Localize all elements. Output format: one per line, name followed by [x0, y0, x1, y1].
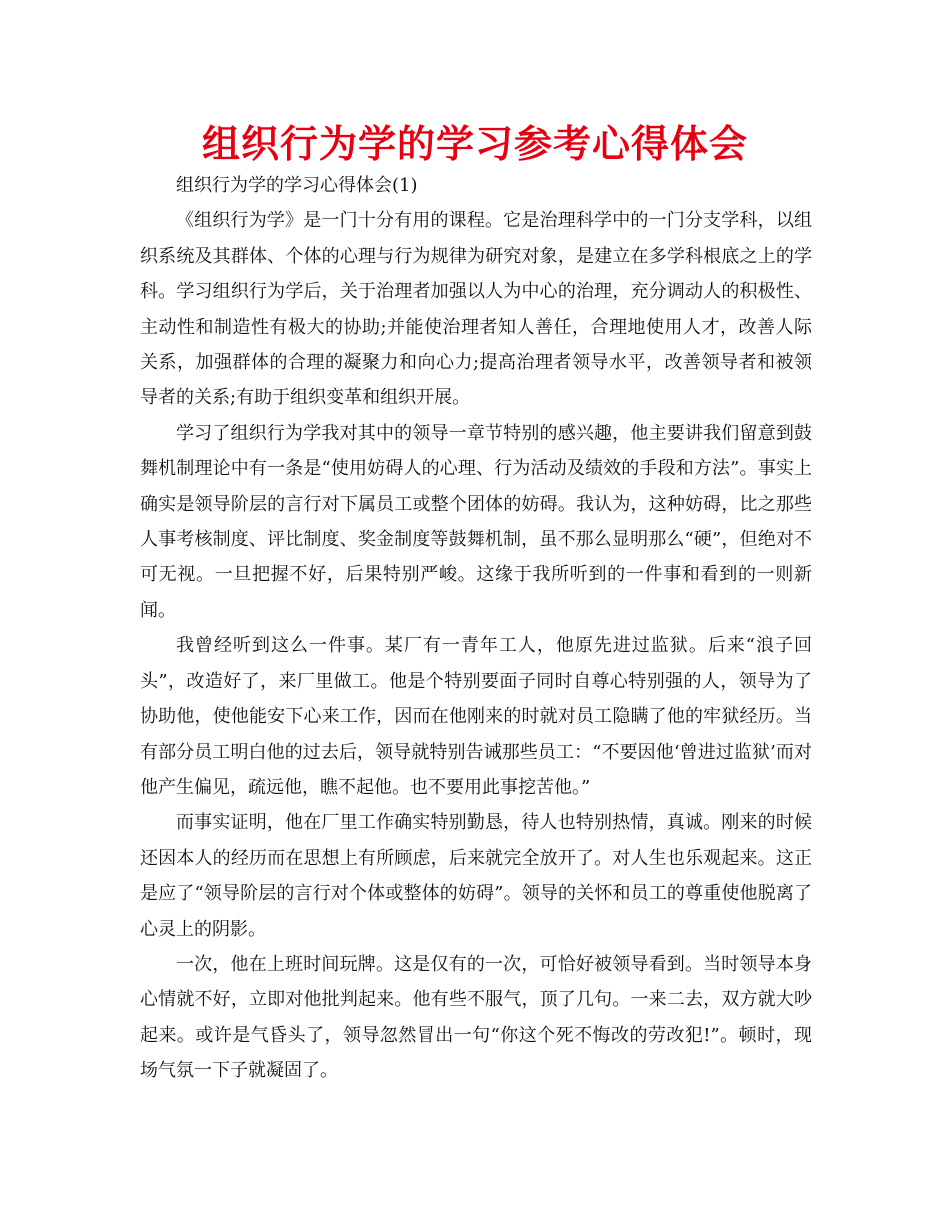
paragraph-2: 学习了组织行为学我对其中的领导一章节特别的感兴趣，他主要讲我们留意到鼓舞机制理论中有一条是“使用妨碍人的心理、行为活动及绩效的手段和方法”。事实上确实是领导阶层的言行对下属员工或整个团体的妨碍。我认为，这种妨碍，比之那些人事考核制度、评比制度、奖金制度等鼓舞机制，虽不那么显明那么“硬”，但绝对不可无视。一旦把握不好，后果特别严峻。这缘于我所听到的一件事和看到的一则新闻。 — [140, 422, 812, 621]
document-subtitle: 组织行为学的学习心得体会(1) — [176, 175, 418, 196]
paragraph-1: 《组织行为学》是一门十分有用的课程。它是治理科学中的一门分支学科，以组织系统及其群体、个体的心理与行为规律为研究对象，是建立在多学科根底之上的学科。学习组织行为学后，关于治理者加强以人为中心的治理，充分调动人的积极性、主动性和制造性有极大的协助;并能使治理者知人善任，合理地使用人才，改善人际关系，加强群体的合理的凝聚力和向心力;提高治理者领导水平，改善领导者和被领导者的关系;有助于组织变革和组织开展。 — [140, 210, 812, 409]
document-title: 组织行为学的学习参考心得体会 — [201, 122, 748, 166]
paragraph-3: 我曾经听到这么一件事。某厂有一青年工人，他原先进过监狱。后来“浪子回头”，改造好了，来厂里做工。他是个特别要面子同时自尊心特别强的人，领导为了协助他，使他能安下心来工作，因而在他刚来的时就对员工隐瞒了他的牢狱经历。当有部分员工明白他的过去后，领导就特别告诫那些员工：“不要因他‘曾进过监狱’而对他产生偏见，疏远他，瞧不起他。也不要用此事挖苦他。” — [140, 635, 812, 798]
paragraph-4: 而事实证明，他在厂里工作确实特别勤恳，待人也特别热情，真诚。刚来的时候还因本人的经历而在思想上有所顾虑，后来就完全放开了。对人生也乐观起来。这正是应了“领导阶层的言行对个体或整体的妨碍”。领导的关怀和员工的尊重使他脱离了心灵上的阴影。 — [140, 812, 812, 940]
paragraph-5: 一次，他在上班时间玩牌。这是仅有的一次，可恰好被领导看到。当时领导本身心情就不好，立即对他批判起来。他有些不服气，顶了几句。一来二去，双方就大吵起来。或许是气昏头了，领导忽然冒出一句“你这个死不悔改的劳改犯!”。顿时，现场气氛一下子就凝固了。 — [140, 953, 812, 1082]
document-body — [140, 168, 812, 1089]
